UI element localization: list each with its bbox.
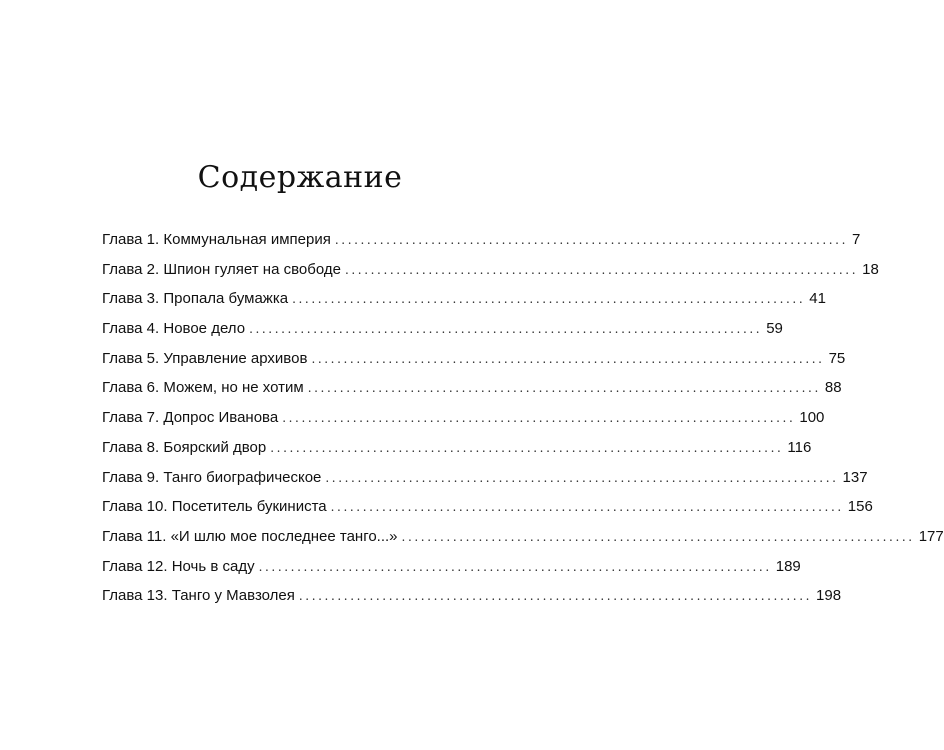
toc-entry-page: 59 — [766, 320, 783, 338]
toc-entry — [102, 581, 842, 611]
toc-leader-dots: ................................................................................ — [311, 351, 825, 366]
toc-entry-title: Глава 12. Ночь в саду — [102, 557, 255, 575]
toc-entry — [102, 403, 825, 433]
toc-entry-page: 156 — [847, 498, 873, 516]
toc-entry-title: Глава 13. Танго у Мавзолея — [102, 587, 295, 605]
toc-entry-page: 41 — [809, 290, 826, 308]
toc-entry-title: Глава 9. Танго биографическое — [102, 468, 322, 486]
toc-leader-dots: ................................................................................ — [282, 411, 796, 426]
toc-entry-title: Глава 4. Новое дело — [102, 320, 246, 338]
toc-leader-dots: ................................................................................ — [249, 322, 763, 337]
toc-entry-title: Глава 2. Шпион гуляет на свободе — [102, 260, 341, 278]
toc-entry — [102, 255, 879, 285]
toc-entry-title: Глава 10. Посетитель букиниста — [102, 498, 327, 516]
toc-entry — [102, 492, 873, 522]
toc-entry-page: 137 — [842, 468, 868, 486]
toc-entry — [102, 463, 868, 493]
toc-entry-page: 116 — [787, 438, 812, 456]
toc-leader-dots: ................................................................................ — [344, 262, 859, 277]
toc-entry — [102, 284, 826, 314]
toc-entry-title: Глава 1. Коммунальная империя — [102, 231, 331, 248]
toc-entry-page: 100 — [799, 409, 825, 427]
toc-leader-dots: ................................................................................ — [334, 233, 849, 247]
toc-entry-page: 177 — [918, 527, 944, 545]
toc-entry-page: 189 — [775, 557, 801, 575]
toc-entry-title: Глава 8. Боярский двор — [102, 438, 267, 456]
toc-entry-page: 18 — [862, 260, 879, 278]
toc-entry — [102, 373, 842, 403]
toc-entry-page: 88 — [824, 379, 842, 397]
toc-leader-dots: ................................................................................ — [270, 440, 784, 455]
toc-entry — [102, 552, 801, 582]
toc-entry-page: 7 — [852, 231, 861, 248]
toc-entry-page: 75 — [828, 349, 846, 367]
toc-leader-dots: ................................................................................ — [292, 292, 806, 307]
toc-leader-dots: ................................................................................ — [325, 470, 839, 485]
toc-leader-dots: ................................................................................ — [307, 381, 821, 396]
toc-entry-page: 198 — [816, 587, 842, 605]
toc-entry — [102, 314, 783, 344]
table-of-contents — [102, 225, 944, 611]
toc-leader-dots: ................................................................................ — [330, 500, 844, 515]
toc-leader-dots: ................................................................................ — [401, 529, 915, 544]
toc-entry — [102, 225, 861, 255]
toc-entry — [102, 522, 944, 552]
toc-entry-title: Глава 3. Пропала бумажка — [102, 290, 289, 308]
toc-entry-title: Глава 5. Управление архивов — [102, 349, 308, 367]
toc-leader-dots: ................................................................................ — [258, 559, 772, 574]
toc-entry-title: Глава 6. Можем, но не хотим — [102, 379, 304, 397]
toc-entry — [102, 433, 812, 463]
page-title: Содержание — [197, 160, 403, 195]
toc-entry-title: Глава 11. «И шлю мое последнее танго...» — [102, 527, 398, 545]
toc-entry-title: Глава 7. Допрос Иванова — [102, 409, 279, 427]
toc-entry — [102, 344, 846, 374]
toc-leader-dots: ................................................................................ — [298, 589, 813, 604]
